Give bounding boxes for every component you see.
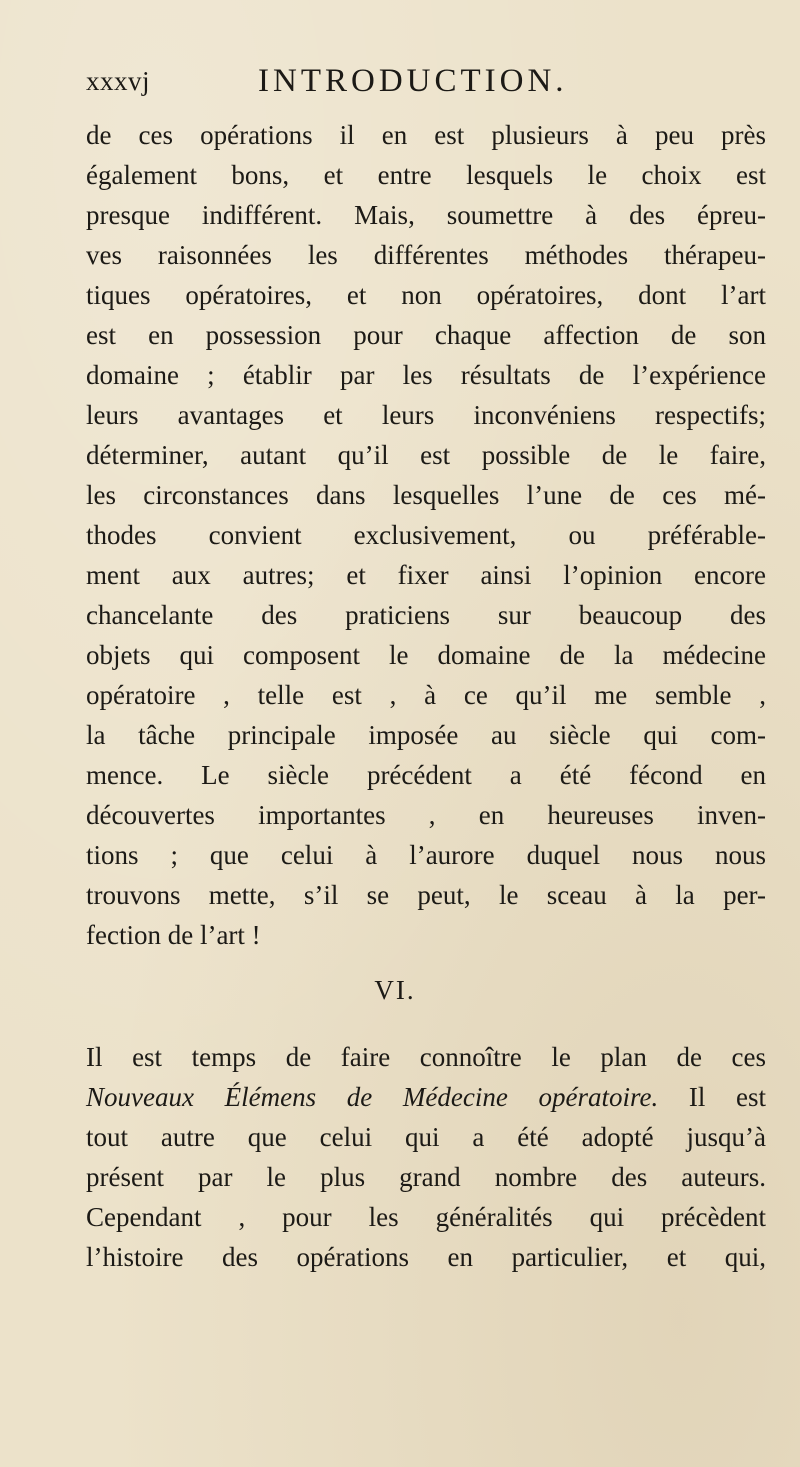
text-line: Il est temps de faire connoître le plan de ces [86,1042,766,1072]
text-line: leurs avantages et leurs inconvéniens respectifs; [86,400,766,430]
text-line: mence. Le siècle précédent a été fécond en [86,760,766,790]
text-line: la tâche principale imposée au siècle qui com- [86,720,766,750]
text-line-with-title [86,1077,766,1117]
text-line: déterminer, autant qu’il est possible de le faire, [86,440,766,470]
text-line: thodes convient exclusivement, ou préférable- [86,520,766,550]
section-number: VI. [374,975,416,1005]
text-line: ves raisonnées les différentes méthodes thérapeu- [86,240,766,270]
text-line: opératoire , telle est , à ce qu’il me semble , [86,680,766,710]
text-line: les circonstances dans lesquelles l’une de ces mé- [86,480,766,510]
running-title: INTRODUCTION. [258,63,568,99]
text-line: tions ; que celui à l’aurore duquel nous nous [86,840,766,870]
text-fragment: Il est [658,1082,766,1112]
text-line: chancelante des praticiens sur beaucoup des [86,600,766,630]
page-number: xxxvj [86,66,151,96]
text-line: presque indifférent. Mais, soumettre à des épreu- [86,200,766,230]
paragraph-1 [86,115,766,955]
text-line: est en possession pour chaque affection de son [86,320,766,350]
text-line: découvertes importantes , en heureuses inven- [86,800,766,830]
text-line: fection de l’art ! [86,920,261,950]
text-line: de ces opérations il en est plusieurs à peu près [86,120,766,150]
book-title-italic: Nouveaux Élémens de Médecine opératoire. [86,1082,659,1112]
text-line: tout autre que celui qui a été adopté jusqu’à [86,1122,766,1152]
text-line: tiques opératoires, et non opératoires, dont l’art [86,280,766,310]
text-line: domaine ; établir par les résultats de l’expérience [86,360,766,390]
text-line: objets qui composent le domaine de la médecine [86,640,766,670]
running-head [86,63,746,106]
text-line: présent par le plus grand nombre des auteurs. [86,1162,766,1192]
text-line: ment aux autres; et fixer ainsi l’opinion encore [86,560,766,590]
text-line: également bons, et entre lesquels le choix est [86,160,766,190]
text-line: l’histoire des opérations en particulier, et qui, [86,1242,766,1272]
paragraph-2 [86,1037,766,1277]
text-line: Cependant , pour les généralités qui précèdent [86,1202,766,1232]
text-line: trouvons mette, s’il se peut, le sceau à la per- [86,880,766,910]
